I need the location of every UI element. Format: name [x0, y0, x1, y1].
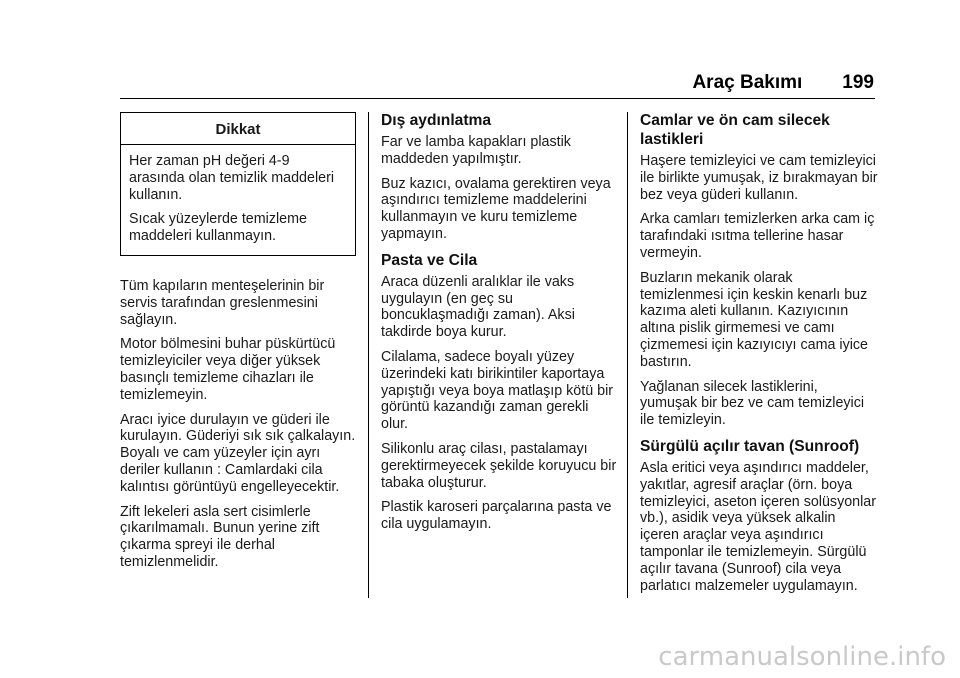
paragraph: Motor bölmesini buhar püskürtücü temizleyiciler veya diğer yüksek basınçlı temizleme cihazları ile temizlemeyin. [120, 336, 336, 403]
notice-box [120, 112, 356, 256]
heading-sunroof: Sürgülü açılır tavan (Sunroof) [640, 437, 860, 455]
paragraph: Zift lekeleri asla sert cisimlerle çıkarılmamalı. Bunun yerine zift çıkarma spreyi ile derhal temizlenmelidir. [120, 503, 320, 570]
page-number: 199 [842, 72, 874, 93]
paragraph: Asla eritici veya aşındırıcı maddeler, yakıtlar, agresif araçlar (örn. boya temizleyici, aseton içeren solüsyonlar vb.), asidik veya yüksek alkalin içeren araçlar veya aşındırıcı tamponlar ile temizlemeyin. Sürgülü açılır tavana (Sunroof) cila veya parlatıcı malzemeler uygulamayın. [640, 459, 877, 594]
watermark-text: carmanualsonline.info [658, 642, 946, 672]
paragraph: Tüm kapıların menteşelerinin bir servis tarafından greslenmesini sağlayın. [120, 277, 325, 328]
column-1-text [120, 278, 356, 571]
paragraph: Haşere temizleyici ve cam temizleyici ile birlikte yumuşak, iz bırakmayan bir bez veya güderi kullanın. [640, 153, 878, 203]
heading-polish-wax: Pasta ve Cila [381, 251, 478, 269]
paragraph: Buzların mekanik olarak temizlenmesi için keskin kenarlı buz kazıma aleti kullanın. Kazıyıcının altına pislik girmemesi ve camı çizmemesi için kazıyıcıyı cama iyice bastırın. [640, 269, 869, 370]
heading-windows-wipers: Camlar ve ön cam silecek lastikleri [640, 112, 830, 148]
paragraph: Cilalama, sadece boyalı yüzey üzerindeki katı birikintiler kaportaya yapıştığı veya boya matlaşıp kötü bir görüntü kazandığı zaman gerekli olur. [381, 348, 614, 433]
column-2 [381, 108, 619, 541]
paragraph: Buz kazıcı, ovalama gerektiren veya aşındırıcı temizleme maddelerini kullanmayın ve kuru temizleme yapmayın. [381, 175, 611, 242]
paragraph: Silikonlu araç cilası, pastalamayı gerektirmeyecek şekilde koruyucu bir tabaka oluşturur. [381, 440, 617, 491]
paragraph: Aracı iyice durulayın ve güderi ile kurulayın. Güderiyi sık sık çalkalayın. Boyalı ve cam yüzeyler için ayrı deriler kullanın : Camlardaki cila kalıntısı görüntüyü engelleyecektir. [120, 411, 356, 495]
column-divider-1 [368, 112, 369, 598]
paragraph: Araca düzenli aralıklar ile vaks uygulayın (en geç su boncuklaşmadığı zaman). Aksi takdirde boya kurur. [381, 273, 575, 341]
column-1 [120, 108, 356, 579]
section-title: Araç Bakımı [692, 72, 803, 93]
header-rule [120, 98, 875, 99]
paragraph: Plastik karoseri parçalarına pasta ve cila uygulamayın. [381, 499, 612, 533]
notice-paragraph: Her zaman pH değeri 4-9 arasında olan temizlik maddeleri kullanın. [129, 153, 335, 203]
notice-paragraph: Sıcak yüzeylerde temizleme maddeleri kullanmayın. [129, 211, 307, 245]
paragraph: Yağlanan silecek lastiklerini, yumuşak bir bez ve cam temizleyici ile temizleyin. [640, 378, 865, 429]
paragraph: Far ve lamba kapakları plastik maddeden yapılmıştır. [381, 134, 571, 167]
paragraph: Arka camları temizlerken arka cam iç tarafındaki ısıtma tellerine hasar vermeyin. [640, 211, 875, 261]
notice-title: Dikkat [121, 113, 355, 145]
column-3 [640, 108, 878, 602]
notice-body [121, 145, 355, 255]
heading-exterior-lighting: Dış aydınlatma [381, 112, 492, 129]
column-divider-2 [627, 112, 628, 598]
page-header [692, 72, 874, 96]
